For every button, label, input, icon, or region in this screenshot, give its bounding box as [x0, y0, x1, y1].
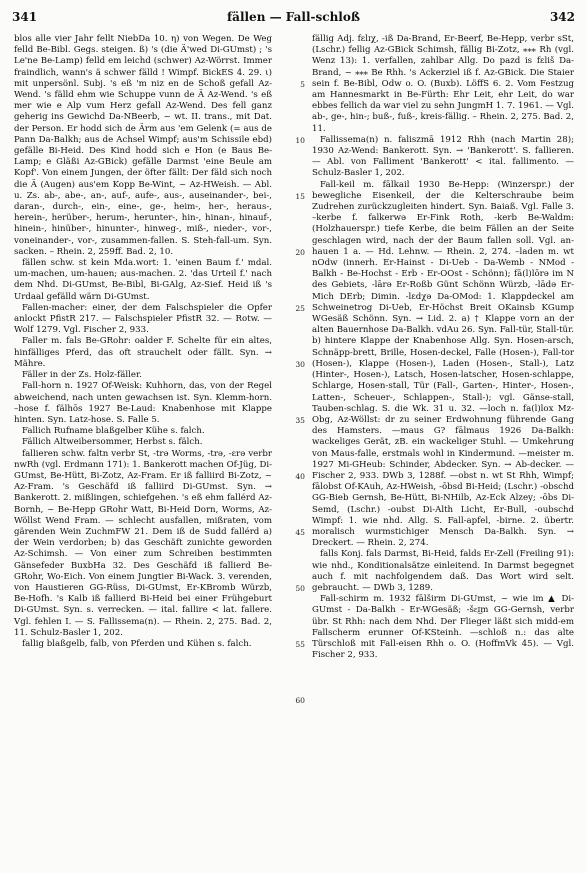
entry-paragraph: Fallich Rufname blaßgelber Kühe s. falch. [22, 426, 205, 437]
line-number: 60 [295, 695, 305, 705]
line-number: 15 [295, 191, 305, 201]
line-number: 40 [295, 471, 305, 481]
entry-paragraph: Fall-horn n. 1927 Of-Weisk: Kuhhorn, das, von der Regel abweichend, nach unten gewachsen ist. Syn. Klemm-horn. –hose f. fälhōs 1927 Be-Laud: Knabenhose mit Klappe hinten. Syn. Latz-hose. S. Falle 5. [14, 381, 272, 425]
entry-paragraph: fällig Adj. fɛlɪχ, -iß Da-Brand, Er-Beerf, Be-Hepp, verbr sSt, (Lschr.) fellig Az-GBick Schimsh, fällig Bi-Zotz, ⁎⁎⁎ Rh (vgl. Wenz 13): 1. verfallen, zahlbar Allg. Do pazd is fɛliš Da-Brand, ~ ⁎⁎⁎ Be Rhh. 's Ackerziel iß f. Az-GBick. Die Staier sein f. Be-Bibl, Odw o. O. (Buxb). LöffS 6. 2. Vom Festzug am Hannesmarkt in Be-Fürth: Ehr Leit, ehr Leit, do war ebbes fellich da war viel zu sehn JungmH 1. 7. 1961. — Vgl. ab-, ge-, hin-; buß-, fuß-, kreis-fällig. – Rhein. 2, 275. Bad. 2, 11. [312, 34, 574, 134]
entry-paragraph: Fäller in der Zs. Holz-fäller. [22, 370, 142, 381]
line-number: 20 [295, 247, 305, 257]
right-column [312, 34, 574, 661]
line-number: 10 [295, 135, 305, 145]
page-header [12, 10, 575, 26]
entry-paragraph: Fallen-macher: einer, der dem Falschspieler die Opfer anlockt PfistR 217. — Falschspieler PfistR 32. — Rotw. — Wolf 1279. Vgl. Fischer 2, 933. [14, 302, 272, 336]
entry-paragraph: fallig blaßgelb, falb, von Pferden und Kühen s. falch. [22, 638, 252, 649]
line-number: 50 [295, 583, 305, 593]
entry-paragraph: fällen schw. st kein Mda.wort: 1. 'einen Baum f.' mdal. um-machen, um-hauen; aus-machen. 2. 'das Urteil f.' nach dem Nhd. Di-GUmst, Be-Bibl, Bi-GAlg, Az-Sief. Heid iß 's Urdaal gefälld wärn Di-GUmst. [14, 258, 272, 302]
entry-paragraph: Fallissema(n) n. faliszmā 1912 Rhh (nach Martin 28); 1930 Az-Wend: Bankerott. Syn. → 'Bankerott'. S. fallieren. — Abl. von Falliment 'Bankerott' < ital. fallimento. — Schulz-Basler 1, 202. [312, 134, 574, 179]
line-number: 35 [295, 415, 305, 425]
entry-paragraph: fallieren schw. faltn verbr St, -trə Worms, -trə, -ɛrə verbr nwRh (vgl. Erdmann 171): 1. Bankerott machen Of-Jüg, Di-GUmst, Be-Hütt, Bi-Zotz, Az-Fram. Er iß falliird Bi-Zotz, ~ Az-Fram. 's Geschäfd iß falliird Di-GUmst. Syn. → Bankerott. 2. mißlingen, schiefgehen. 's eß ehm fallérd Az-Bornh, ~ Be-Hepp GRohr Watt, Bi-Heid Dorn, Worms, Az-Wöllst Wend Fram. — schlecht ausfallen, mißraten, vom gärenden Wein ZuchmFW 21. Dem iß de Sudd fallérd a) der Wein verdorben; b) das Geschäft zunichte geworden Az-Schimsh. — Von einer zum Schreiben bestimmten Gänsefeder BuxbHa 32. Des Geschäfd iß fallierd Be-GRohr, Wo-Eich. Von einem Jungtier Bi-Wack. 3. verenden, von Haustieren GG-Rüss, Di-GUmst, Er-KBromb Würzb, Be-Hofh. 's Kalb iß fallierd Bi-Heid bei einer Frühgeburt Di-GUmst. Syn. s. verrecken. — ital. fallire < lat. fallere. Vgl. fehlen I. — S. Fallissema(n). — Rhein. 2, 275. Bad. 2, 11. Schulz-Basler 1, 202. [14, 448, 272, 638]
entry-paragraph: Fällich Altweibersommer, Herbst s. fälch. [22, 437, 203, 448]
entry-paragraph: Faller m. fals Be-GRohr: oalder F. Schelte für ein altes, hinfälliges Pferd, das oft strauchelt oder fällt. Syn. → Mähre. [14, 336, 272, 369]
left-column [14, 34, 272, 650]
entry-paragraph: Fall-keil m. fālkail 1930 Be-Hepp: (Winzerspr.) der bewegliche Eisenkeil, der die Kelterschraube beim Zudrehen zurückzugleiten hindert. Syn. Baiaß. Vgl. Falle 3. –kerbe f. falkerwə Er-Fink Roth, -kerb Be-Waldm: (Holzhauerspr.) tiefe Kerbe, die beim Fällen an der Seite geschlagen wird, nach der der Baum fallen soll. Vgl. an-hauen 1 a. — Hd. Lehnw. — Rhein. 2, 274. –laden m. wt nOdw (innerh. Er-Hainst - Di-Ueb - Da-Wemb - NMod - Balkh - Be-Hochst - Erb - Er-OOst - Schönn); fā(l)lōrə im N des Gebiets, -lārə Er-Roßb Günt Schönn Würzb, -lādə Er-Mich DErb; Dimin. -lɛdχə Da-OMod: 1. Klappdeckel am Schweinetrog Di-Ueb, Er-Höchst Breit OKainsb KGump WGesäß Schönn. Syn. → Lid. 2. a) † Klappe vorn an der alten Bauernhose Da-Balkh. vdAu 26. Syn. Fall-tür, Stall-tür. b) hintere Klappe der Knabenhose Allg. Syn. Hosen-arsch, Schnäpp-brett, Brille, Hosen-deckel, Falle (Hosen-), Fall-tor (Hosen-), Klappe (Hosen-), Laden (Hosen-, Stall-), Latz (Hinter-, Hosen-), Latsch, Hosen-latscher, Hosen-schlappe, Schlarge, Hosen-stall, Tür (Fall-, Garten-, Hinter-, Hosen-, Latten-, Scheuer-, Schlappen-, Stall-); vgl. Gänse-stall, Tauben-schlag. S. die Wk. 31 u. 32. —loch n. fa(l)lox Mz-Obg, Az-Wöllst: dr zu seiner Erdwohnung führende Gang des Hamsters. —maus G? fālmaus 1926 Da-Balkh: wackeliges Gerät, zB. ein wackeliger Stuhl. — Umkehrung von Maus-falle, erstmals wohl in Kindermund. —meister m. 1927 Mi-GHeub: Schinder, Abdecker. Syn. → Ab-decker. — Fischer 2, 933. DWb 3, 1288f. —obst n. wt St Rhh, Wimpf; fālobst Of-KAuh, Az-HWeish, -ōbsd Bi-Heid; (Lschr.) -obschd GG-Bieb Gernsh, Be-Hütt, Bi-NHilb, Az-Eck Alzey; -ōbs Di-Semd, (Lschr.) -oubst Di-Alth Licht, Er-Bull, -oubschd Wimpf: 1. wie nhd. Allg. S. Fall-apfel, -birne. 2. übertr. moralisch wurmstichiger Mensch Da-Balkh. Syn. → Dreckert. — Rhein. 2, 274. [312, 179, 574, 549]
line-number: 55 [295, 639, 305, 649]
left-page-number: 341 [12, 10, 38, 24]
right-page-number: 342 [549, 10, 575, 24]
line-number: 5 [300, 79, 305, 89]
line-number: 25 [295, 303, 305, 313]
line-number: 30 [295, 359, 305, 369]
line-number: 45 [295, 527, 305, 537]
entry-paragraph: Fall-schirm m. 1932 fālširm Di-GUmst, ~ wie im ▲ Di-GUmst - Da-Balkh - Er-WGesäß; -šɛ͜ɪm GG-Gernsh, verbr übr. St Rhh: nach dem Nhd. Der Flieger läßt sich midd-em Fallscherm erunner Of-KSteinh. —schloß n.: das alte Türschloß mit Fall-eisen Rhh o. O. (HoffmVk 45). — Vgl. Fischer 2, 933. [312, 594, 574, 661]
entry-paragraph: blos alle vier Jahr fellt NiebDa 10. η) von Wegen. De Weg felld Be-Bibl. Gegs. steigen. ß) 's (die Ä'wed Di-GUmst) ; 's Le'ne Be-Lamp) felld em leichd (schwer) Az-Wörrst. Immer fraindlich, wann's ä schwer fälld ! Wimpf. BickES 4. 29. ι) mit unpersönl. Subj. 's eß 'm niz en de Schoß gefall Az-Wend. 's fälld ehm wie Schuppe vunn de Ä Az-Wend. 's eß mer wie e Alp vum Herz gefall Az-Wend. Des fell ganz geherig ins Gewichd Da-NBeerb, ~ wt. II. trans., mit Dat. der Person. Er hodd sich de Ärm aus 'em Gelenk (= aus de Pann Da-Balkh; aus de Achsel Wimpf; aus'm Schissile ebd) gefälle Bi-Heid. Des Kind hodd sich e Hon (e Baus Be-Lamp; e Gläßi Az-GBick) gefälle Darmst 'eine Beule am Kopf'. Von einem Jungen, der öfter fällt: Der fäld sich noch die Ä (Augen) aus'em Kopp Be-Wint, ~ Az-HWeish. — Abl. u. Zs. ab-, abe-, an-, auf-, aufe-, aus-, auseinander-, bei-, daran-, durch-, ein-, eine-, ge-, heim-, her-, heraus-, herein-, herüber-, herum-, herunter-, hin-, hinan-, hinauf-, hinein-, hinüber-, hinunter-, hinweg-, miß-, nieder-, vor-, voneinander-, vor-, zusammen-fallen. S. Steh-fall-um. Syn. sacken. – Rhein. 2, 259ff. Bad. 2, 10. [14, 34, 272, 257]
entry-paragraph: falls Konj. fals Darmst, Bi-Heid, falds Er-Zell (Freiling 91): wie nhd., Konditionalsätze einleitend. In Darmst begegnet auch f. mit nachfolgendem daß. Das Wort wird selt. gebraucht. — DWb 3, 1289. [312, 549, 574, 593]
page-title: fällen — Fall-schloß [227, 10, 360, 24]
